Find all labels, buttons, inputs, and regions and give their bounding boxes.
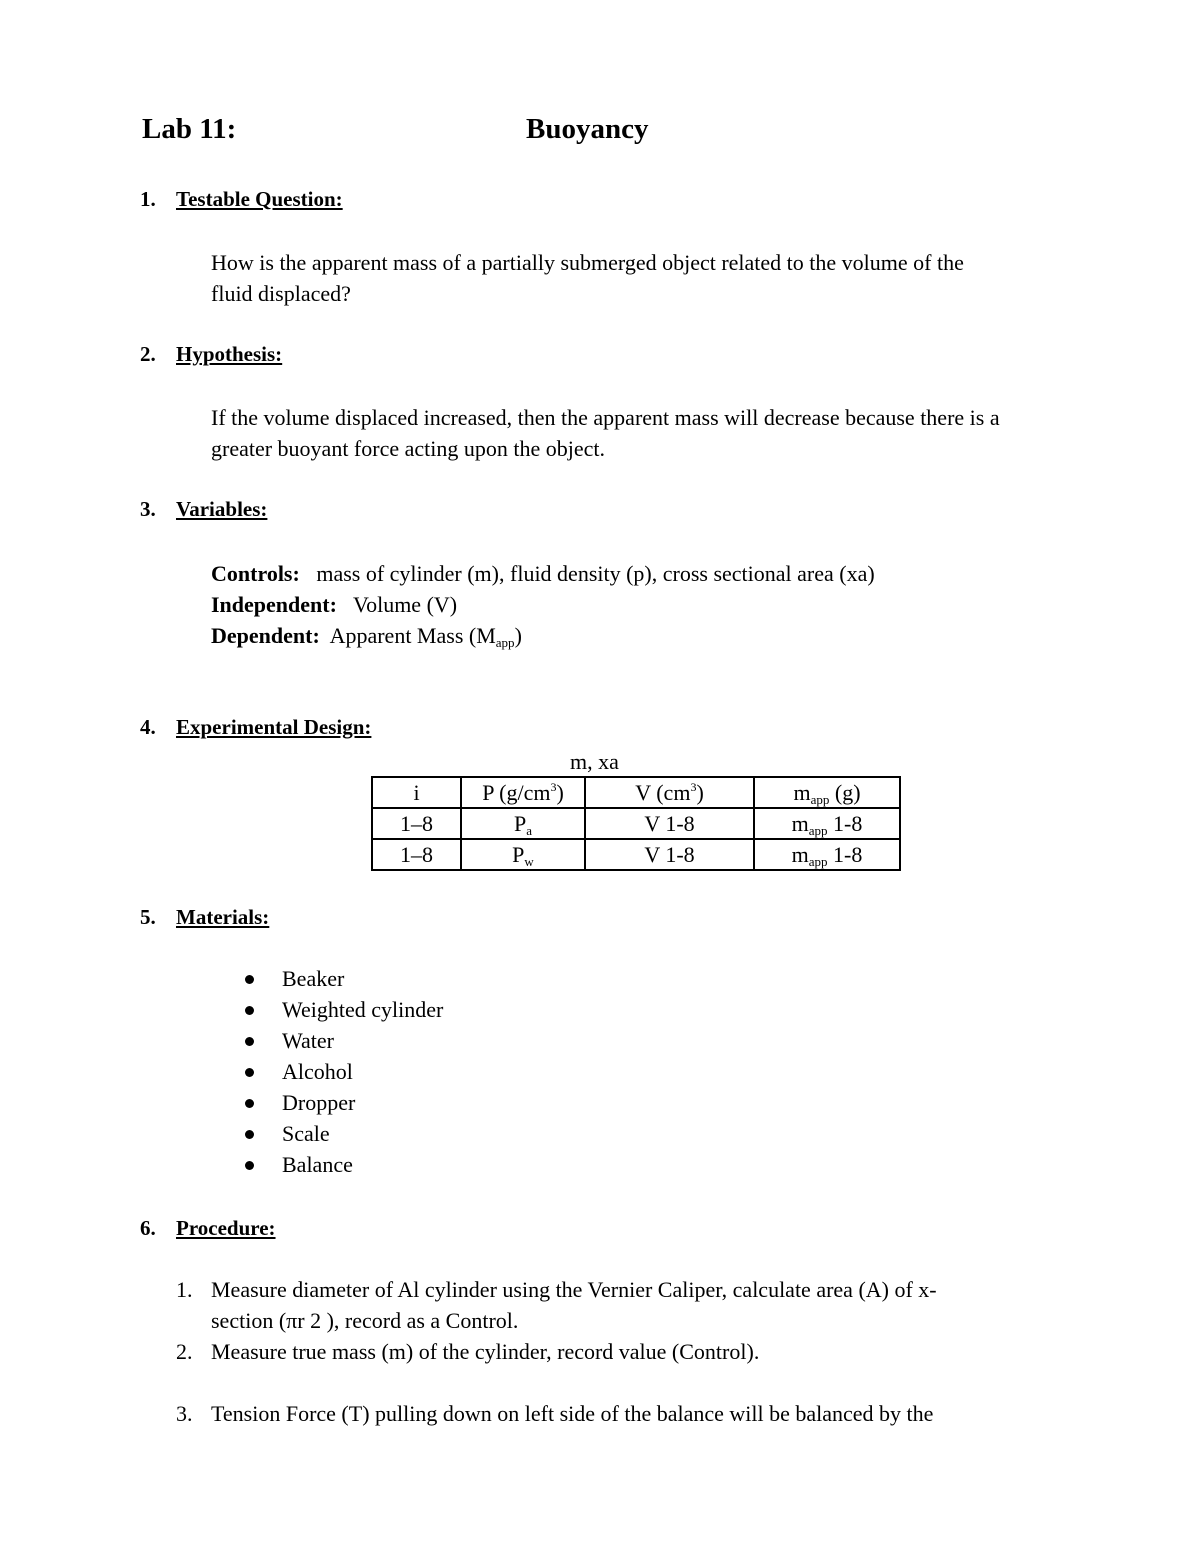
step-text: Tension Force (T) pulling down on left side of the balance will be balanced by the	[211, 1401, 934, 1426]
section-number: 1.	[140, 187, 156, 211]
section-number: 3.	[140, 497, 156, 521]
section-heading: Variables:	[176, 497, 268, 521]
variable-value: Apparent Mass (M	[329, 623, 496, 648]
section-heading: Procedure:	[176, 1216, 276, 1240]
bullet-icon	[245, 1037, 254, 1046]
text-line: fluid displaced?	[211, 281, 351, 306]
list-item: Scale	[282, 1121, 330, 1146]
variable-controls	[211, 558, 875, 589]
header-cell: $m_{app}$ (g)	[754, 777, 900, 808]
design-caption: m, xa	[570, 749, 619, 774]
list-item: Balance	[282, 1152, 353, 1177]
table-cell: $P_w$	[461, 839, 585, 870]
table-cell: 1–8	[372, 839, 461, 870]
page-title-topic: Buoyancy	[526, 113, 649, 145]
variable-independent	[211, 589, 457, 620]
page-title: Lab 11:	[142, 113, 237, 145]
bullet-icon	[245, 1130, 254, 1139]
section-number: 5.	[140, 905, 156, 929]
table-row	[372, 808, 900, 839]
subscript: app	[495, 635, 515, 650]
table-cell: $P_a$	[461, 808, 585, 839]
step-number: 3.	[176, 1401, 193, 1426]
step-number: 2.	[176, 1339, 193, 1364]
text-line: How is the apparent mass of a partially submerged object related to the volume of the	[211, 250, 964, 275]
table-cell: $m_{app}$ 1-8	[754, 839, 900, 870]
list-item: Beaker	[282, 966, 345, 991]
section-heading: Hypothesis:	[176, 342, 283, 366]
list-item: Water	[282, 1028, 334, 1053]
variable-label: Independent:	[211, 592, 337, 617]
table-cell: V 1-8	[585, 839, 754, 870]
text-line: greater buoyant force acting upon the object.	[211, 436, 606, 461]
section-heading: Experimental Design:	[176, 715, 372, 739]
variable-value: Volume (V)	[353, 592, 458, 617]
text-line: If the volume displaced increased, then the apparent mass will decrease because there is a	[211, 405, 1000, 430]
section-heading: Materials:	[176, 905, 270, 929]
table-cell: V 1-8	[585, 808, 754, 839]
variable-value: mass of cylinder (m), fluid density (p), cross sectional area (xa)	[316, 561, 875, 586]
header-cell: P $(g/cm^3)$	[461, 777, 585, 808]
list-item: Alcohol	[282, 1059, 353, 1084]
bullet-icon	[245, 1161, 254, 1170]
bullet-icon	[245, 1006, 254, 1015]
header-cell: V $(cm^3)$	[585, 777, 754, 808]
bullet-icon	[245, 1068, 254, 1077]
table-row	[372, 839, 900, 870]
bullet-icon	[245, 975, 254, 984]
variable-label: Controls:	[211, 561, 300, 586]
table-header-row	[372, 777, 900, 808]
step-text: Measure diameter of Al cylinder using the Vernier Caliper, calculate area (A) of x-	[211, 1277, 937, 1302]
experimental-design-table	[371, 776, 901, 871]
question-text	[211, 247, 1081, 309]
list-item: Weighted cylinder	[282, 997, 444, 1022]
bullet-icon	[245, 1099, 254, 1108]
section-number: 4.	[140, 715, 156, 739]
section-heading: Testable Question:	[176, 187, 343, 211]
section-number: 2.	[140, 342, 156, 366]
header-cell: i	[372, 777, 461, 808]
step-text: Measure true mass (m) of the cylinder, record value (Control).	[211, 1339, 760, 1364]
table-cell: $m_{app}$ 1-8	[754, 808, 900, 839]
paren: )	[514, 623, 522, 648]
table-cell: 1–8	[372, 808, 461, 839]
step-number: 1.	[176, 1277, 193, 1302]
step-text: section (πr 2 ), record as a Control.	[211, 1308, 519, 1333]
list-item: Dropper	[282, 1090, 356, 1115]
hypothesis-text	[211, 402, 1081, 464]
section-number: 6.	[140, 1216, 156, 1240]
variable-dependent	[211, 620, 522, 651]
variable-label: Dependent:	[211, 623, 320, 648]
